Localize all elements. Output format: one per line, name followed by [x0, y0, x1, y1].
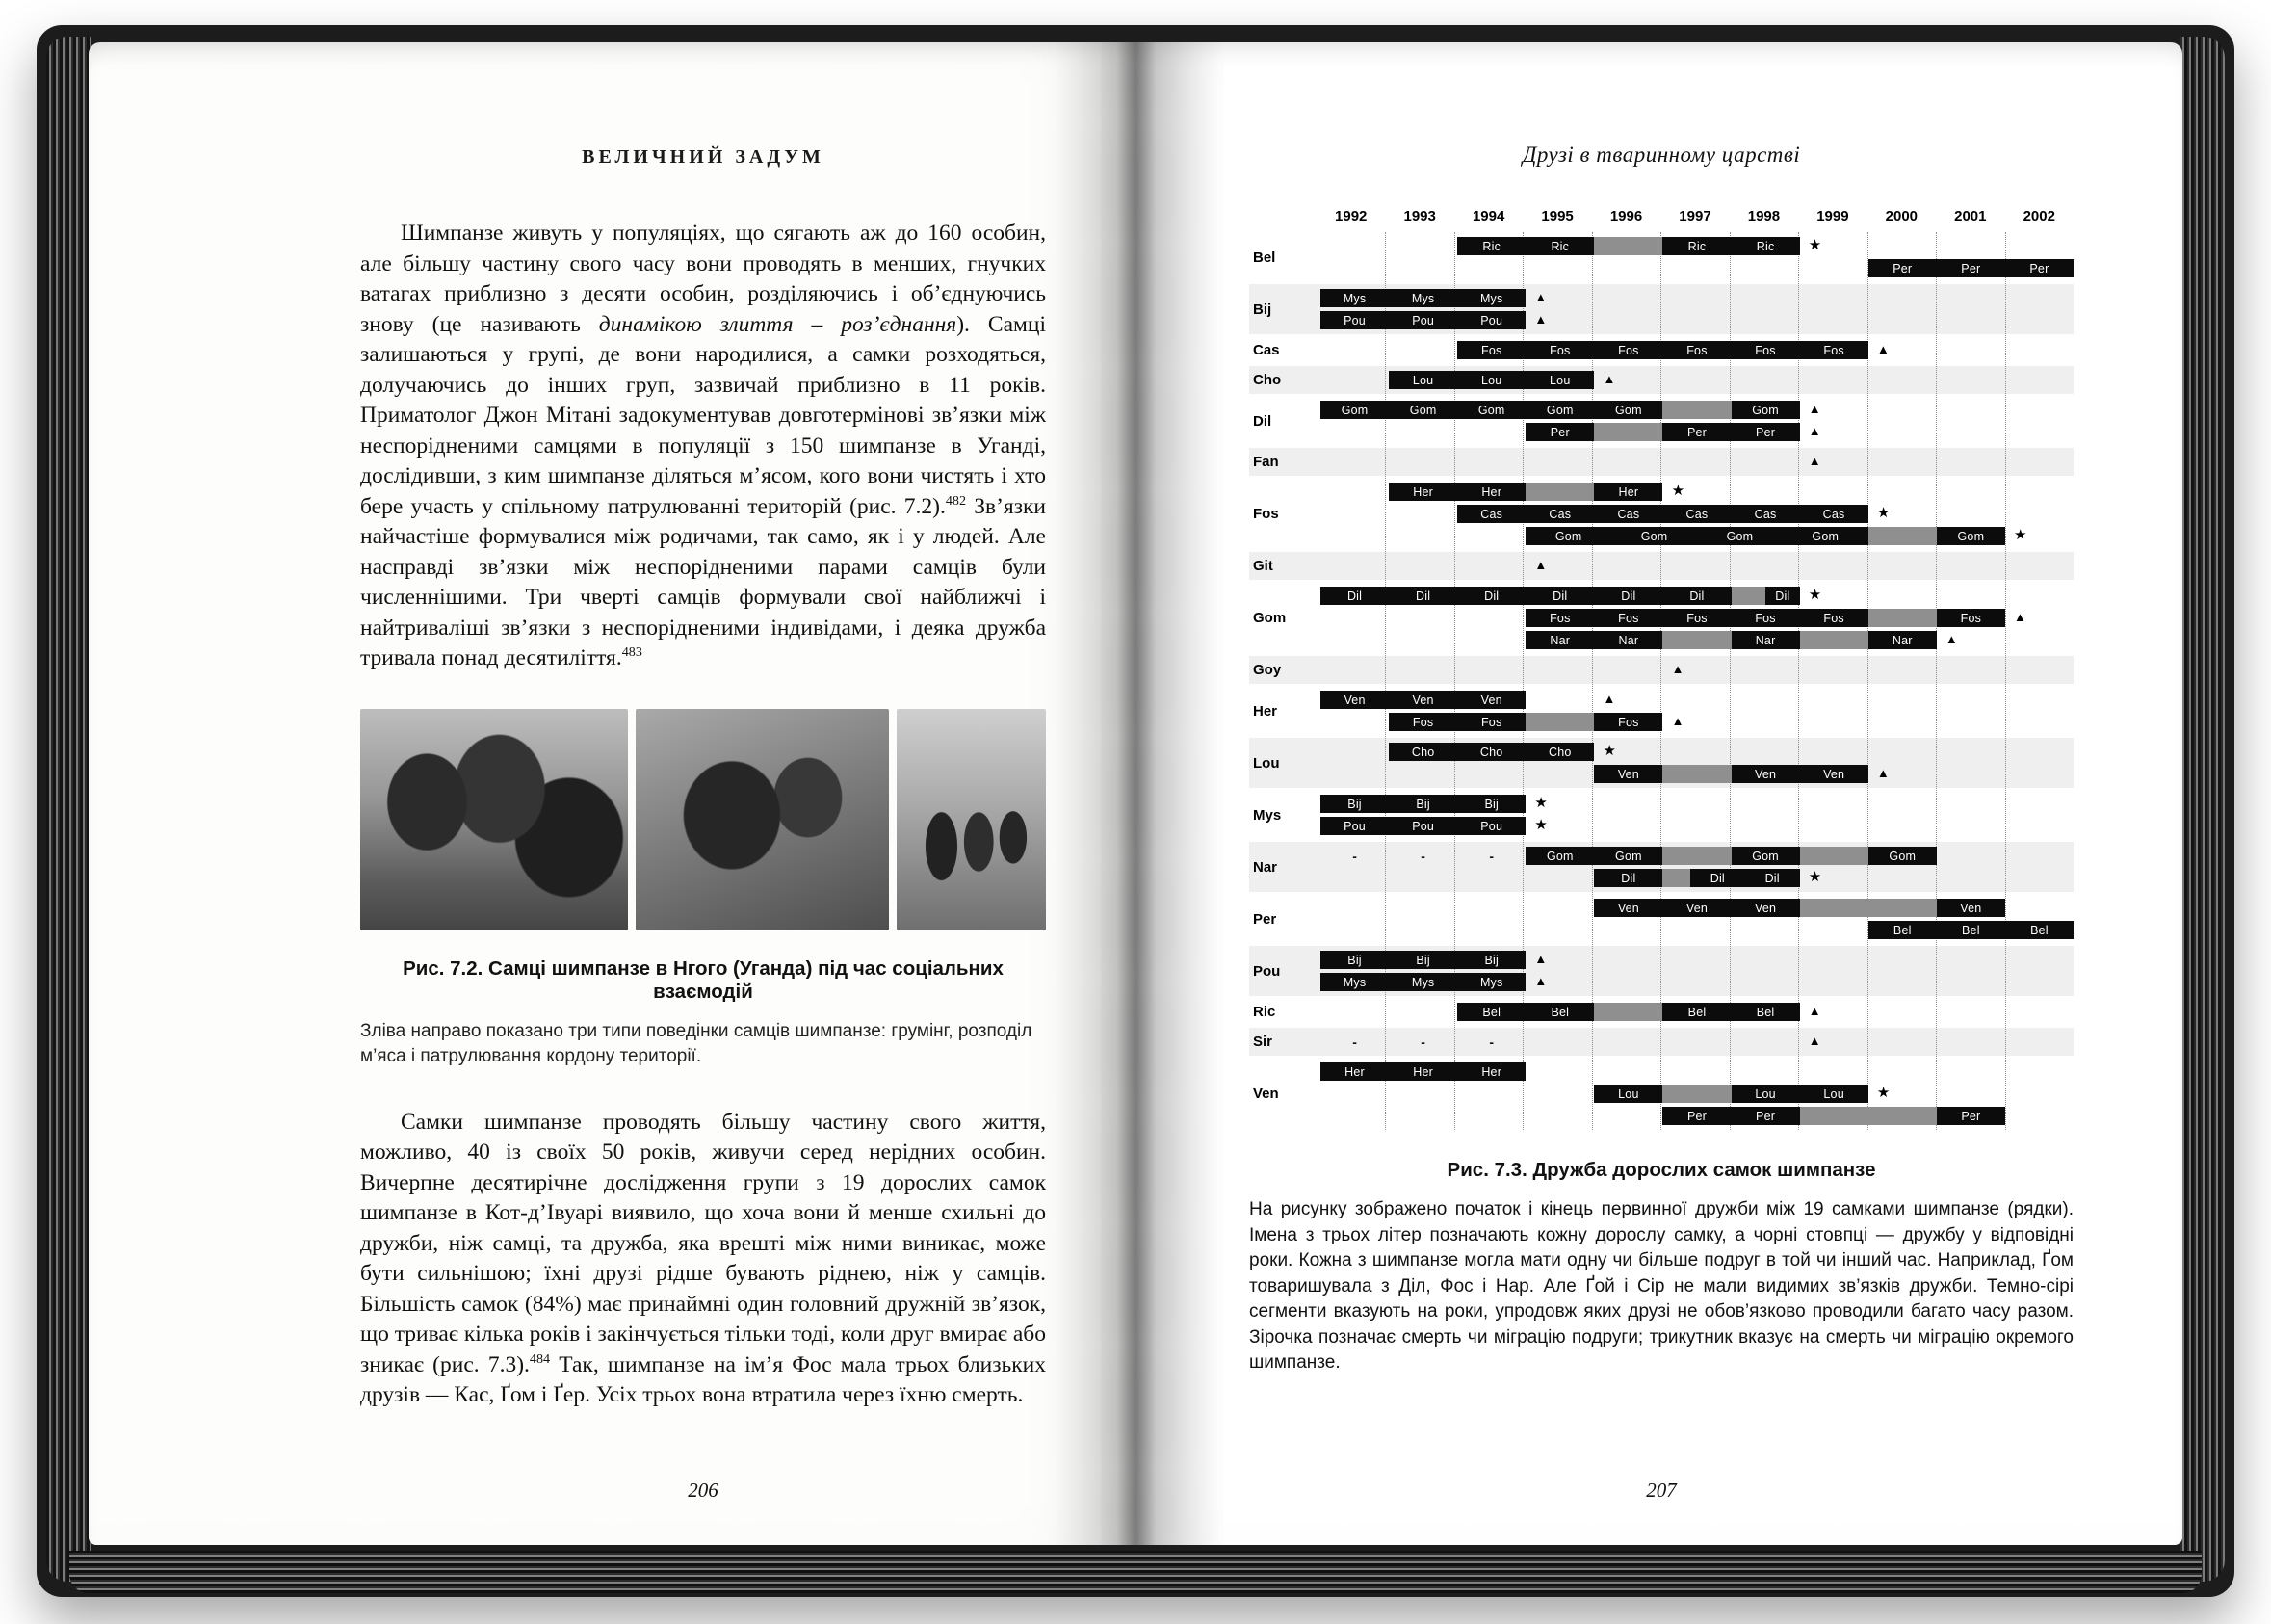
row-label: Per [1253, 910, 1277, 928]
year-label: 1998 [1747, 208, 1781, 224]
row-lines [1320, 339, 2074, 361]
chart-row-dil [1249, 396, 2074, 446]
row-lines [1320, 659, 2074, 681]
friendship-bar: Her Her Her [1320, 1062, 1526, 1081]
row-lines [1320, 585, 2074, 651]
loose-friendship-segment [1868, 609, 1937, 627]
friendship-line [1320, 339, 2074, 361]
friendship-line [1320, 867, 2074, 889]
death-marker-triangle: ▲ [1671, 714, 1684, 728]
chart-row-lou [1249, 738, 2074, 788]
year-label: 1999 [1816, 208, 1849, 224]
row-label: Lou [1253, 754, 1280, 772]
loose-friendship-segment [1732, 587, 1766, 605]
chart-row-git [1249, 552, 2074, 580]
friendship-bar: Ven Ven [1732, 765, 1868, 783]
friendship-bar: Bel Bel [1457, 1003, 1594, 1021]
chart-row-ven [1249, 1058, 2074, 1130]
row-lines [1320, 1001, 2074, 1023]
chart-row-ric [1249, 998, 2074, 1026]
friendship-line [1320, 971, 2074, 993]
death-marker-star: ★ [1808, 587, 1822, 603]
chart-row-gom [1249, 582, 2074, 654]
row-label: Nar [1253, 858, 1278, 876]
friendship-bar: Fos [1937, 609, 2005, 627]
loose-friendship-segment [1800, 631, 1868, 649]
friendship-bar: Dil [1594, 869, 1662, 887]
row-label: Pou [1253, 962, 1281, 980]
row-label: Her [1253, 702, 1278, 720]
death-marker-star: ★ [1534, 817, 1548, 833]
chart-body [1249, 232, 2074, 1130]
friendship-line [1320, 1083, 2074, 1105]
row-lines [1320, 793, 2074, 837]
friendship-line [1320, 793, 2074, 815]
friendship-bar: Fos [1594, 713, 1662, 731]
friendship-line [1320, 741, 2074, 763]
friendship-bar: Gom Gom Gom Gom Gom [1320, 401, 1662, 419]
page-stack-left [46, 37, 91, 1582]
friendship-line [1320, 503, 2074, 525]
year-label: 2001 [1954, 208, 1987, 224]
death-marker-triangle: ▲ [1808, 1034, 1821, 1048]
chart-row-fos [1249, 478, 2074, 550]
friendship-line [1320, 287, 2074, 309]
friendship-bar: Gom [1937, 527, 2005, 545]
chart-row-bij [1249, 284, 2074, 334]
row-label: Cas [1253, 342, 1280, 358]
friendship-line [1320, 585, 2074, 607]
friendship-bar: Per [1937, 1107, 2005, 1125]
figure-photos [360, 709, 1046, 930]
friendship-line [1320, 399, 2074, 421]
chart-row-sir [1249, 1028, 2074, 1056]
friendship-bar: Ven [1594, 765, 1662, 783]
loose-friendship-segment [1662, 631, 1731, 649]
row-label: Git [1253, 558, 1273, 574]
death-marker-triangle: ▲ [1876, 342, 1890, 356]
friendship-bar: Fos Fos Fos Fos Fos [1526, 609, 1867, 627]
row-lines [1320, 481, 2074, 547]
friendship-line [1320, 607, 2074, 629]
loose-friendship-segment [1526, 483, 1594, 501]
death-marker-triangle: ▲ [1534, 974, 1548, 988]
loose-friendship-segment [1662, 401, 1731, 419]
friendship-line [1320, 815, 2074, 837]
figure-7-2 [360, 709, 1046, 1069]
chart-row-mys [1249, 790, 2074, 840]
death-marker-triangle: ▲ [1603, 692, 1616, 706]
loose-friendship-segment [1662, 1085, 1731, 1103]
chart-row-fan [1249, 448, 2074, 476]
year-label: 1997 [1679, 208, 1711, 224]
death-marker-triangle: ▲ [1603, 372, 1616, 386]
friendship-bar: Bel Bel Bel [1868, 921, 2074, 939]
row-label: Fan [1253, 454, 1279, 470]
friendship-line [1320, 949, 2074, 971]
right-page-content [1249, 123, 2074, 1376]
death-marker-triangle: ▲ [1808, 424, 1821, 438]
row-label: Bij [1253, 301, 1272, 318]
year-label: 1995 [1541, 208, 1574, 224]
friendship-line [1320, 525, 2074, 547]
chart-row-her [1249, 686, 2074, 736]
friendship-bar: Lou Lou [1732, 1085, 1868, 1103]
page-right [1136, 42, 2182, 1545]
friendship-line [1320, 257, 2074, 279]
row-lines [1320, 741, 2074, 785]
death-marker-star: ★ [1876, 1085, 1891, 1101]
paragraph-chimp-males: Шимпанзе живуть у популяціях, що сягають аж до 160 особин, але більшу частину свого часу вони проводять в менших, гнучких ватагах приблизно з десяти особин, розділяючись і об’єднуючись знову (це називають динамікою злиття – роз’єднання). Самці залишаються у групі, де вони народилися, а самки розходяться, долучаючись до інших груп, зазвичай приблизно в 11 років. Приматолог Джон Мітані задокументував довготермінові зв’язки між неспорідненими самцями в популяції з 150 шимпанзе в Уганді, дослідивши, з ким шимпанзе діляться м’ясом, кого вони чистять і хто бере участь у спільному патрулюванні територій (рис. 7.2).$^{482}$ Зв’язки найчастіше формувалися між родичами, так само, як і у людей. Але насправді зв’язки між неспорідненими парами самців були численнішими. Три чверті самців формували свої найближчі і найтриваліші зв’язки з неспорідненими індивідами, і деяка дружба тривала понад десятиліття.$^{483}$ [360, 221, 1046, 670]
friendship-line [1320, 369, 2074, 391]
friendship-line [1320, 1061, 2074, 1083]
chart-row-bel [1249, 232, 2074, 282]
death-marker-triangle: ▲ [1534, 312, 1548, 327]
page-number-left: 206 [688, 1479, 718, 1502]
no-data-dashes: - - - [1352, 1034, 1495, 1050]
friendship-bar: Nar [1868, 631, 1937, 649]
friendship-bar: Gom Gom Gom Gom [1526, 527, 1867, 545]
friendship-bar: Nar Nar [1526, 631, 1662, 649]
death-marker-triangle: ▲ [1945, 632, 1958, 646]
row-label: Fos [1253, 506, 1279, 522]
friendship-bar: Gom Gom [1526, 847, 1662, 865]
row-lines [1320, 897, 2074, 941]
row-label: Goy [1253, 662, 1282, 678]
friendship-bar: Dil [1765, 587, 1800, 605]
figure-7-2-subcaption: Зліва направо показано три типи поведінки самців шимпанзе: грумінг, розподіл м’яса і патрулювання кордону території. [360, 1020, 1032, 1066]
friendship-bar: Dil Dil Dil Dil Dil Dil [1320, 587, 1732, 605]
loose-friendship-segment [1594, 1003, 1662, 1021]
year-label: 1992 [1335, 208, 1368, 224]
friendship-bar: Bij Bij Bij [1320, 951, 1526, 969]
friendship-line [1320, 309, 2074, 331]
friendship-bar: Ven Ven Ven [1320, 691, 1526, 709]
photo-chimps-border-patrol [897, 709, 1046, 930]
photo-chimps-meat-sharing [636, 709, 889, 930]
loose-friendship-segment [1662, 765, 1731, 783]
row-label: Ric [1253, 1004, 1276, 1020]
year-label: 2000 [1885, 208, 1919, 224]
paragraph-chimp-females: Самки шимпанзе проводять більшу частину свого життя, можливо, 40 із своїх 50 років, живучи серед нерідних особин. Вичерпне десятирічне дослідження групи з 19 дорослих самок шимпанзе в Кот-д’Івуарі виявило, що хоча вони й менше схильні до дружби, ніж самці, та дружба, яка врешті між ними виникає, може бути сильнішою; їхні друзі рідше бувають ріднею, ніж у самців. Більшість самок (84%) має принаймні один головний дружній зв’язок, що триває кілька років і закінчується тільки тоді, коли друг вмирає або зникає (рис. 7.3).$^{484}$ Так, шимпанзе на ім’я Фос мала трьох близьких друзів — Кас, Ґом і Ґер. Усіх трьох вона втратила через їхню смерть. [360, 1109, 1047, 1407]
chart-row-cas [1249, 336, 2074, 364]
friendship-bar: Per Per [1662, 1107, 1799, 1125]
friendship-line [1320, 689, 2074, 711]
friendship-line [1320, 1105, 2074, 1127]
figure-7-3-caption: Рис. 7.3. Дружба дорослих самок шимпанзе [1447, 1159, 1876, 1181]
friendship-bar: Lou Lou Lou [1389, 371, 1594, 389]
friendship-line [1320, 763, 2074, 785]
death-marker-star: ★ [2014, 527, 2027, 543]
loose-friendship-segment [1594, 237, 1662, 255]
row-lines [1320, 287, 2074, 331]
friendship-line [1320, 451, 2074, 473]
year-label: 2002 [2023, 208, 2055, 224]
friendship-bar: Mys Mys Mys [1320, 973, 1526, 991]
no-data-dashes: - - - [1352, 848, 1495, 864]
death-marker-triangle: ▲ [1534, 290, 1548, 304]
row-label: Ven [1253, 1086, 1279, 1102]
friendship-bar: Gom [1732, 847, 1800, 865]
friendship-chart [1249, 208, 2074, 1130]
friendship-bar: Nar [1732, 631, 1800, 649]
year-label: 1996 [1609, 208, 1643, 224]
row-lines [1320, 1061, 2074, 1127]
friendship-bar: Gom [1868, 847, 1937, 865]
figure-7-2-caption: Рис. 7.2. Самці шимпанзе в Нгого (Уганда) під час соціальних взаємодій [403, 956, 1004, 1003]
friendship-line [1320, 555, 2074, 577]
page-stack-right [2180, 37, 2225, 1582]
friendship-bar: Pou Pou Pou [1320, 311, 1526, 329]
row-lines [1320, 369, 2074, 391]
friendship-line [1320, 919, 2074, 941]
death-marker-triangle: ▲ [1876, 766, 1890, 780]
friendship-bar: Mys Mys Mys [1320, 289, 1526, 307]
death-marker-star: ★ [1603, 743, 1616, 759]
death-marker-star: ★ [1808, 237, 1822, 253]
friendship-line [1320, 845, 2074, 867]
loose-friendship-segment [1800, 1107, 1937, 1125]
row-lines [1320, 235, 2074, 279]
row-label: Cho [1253, 372, 1282, 388]
row-lines [1320, 949, 2074, 993]
left-page-content [360, 123, 1046, 1411]
loose-friendship-segment [1800, 899, 1937, 917]
death-marker-triangle: ▲ [1671, 662, 1684, 676]
row-lines [1320, 555, 2074, 577]
loose-friendship-segment [1526, 713, 1594, 731]
death-marker-star: ★ [1534, 795, 1548, 811]
friendship-bar: Per Per Per [1868, 259, 2074, 277]
death-marker-triangle: ▲ [1534, 558, 1548, 572]
photo-chimps-grooming [360, 709, 628, 930]
friendship-bar: Fos Fos [1389, 713, 1526, 731]
chart-row-cho [1249, 366, 2074, 394]
running-head-right: Друзі в тваринному царстві [1522, 143, 1801, 167]
friendship-bar: Her [1594, 483, 1662, 501]
friendship-line [1320, 629, 2074, 651]
death-marker-star: ★ [1876, 505, 1891, 521]
year-label: 1994 [1472, 208, 1505, 224]
row-label: Bel [1253, 249, 1276, 266]
friendship-bar: Pou Pou Pou [1320, 817, 1526, 835]
death-marker-triangle: ▲ [1808, 402, 1821, 416]
row-lines [1320, 451, 2074, 473]
friendship-bar: Bij Bij Bij [1320, 795, 1526, 813]
friendship-bar: Lou [1594, 1085, 1662, 1103]
death-marker-star: ★ [1671, 483, 1685, 499]
friendship-line [1320, 481, 2074, 503]
page-number-right: 207 [1646, 1479, 1677, 1502]
row-lines [1320, 399, 2074, 443]
row-label: Gom [1253, 610, 1287, 626]
friendship-bar: Gom [1732, 401, 1800, 419]
year-label: 1993 [1403, 208, 1436, 224]
loose-friendship-segment [1662, 869, 1689, 887]
friendship-bar: Dil Dil [1690, 869, 1800, 887]
friendship-line [1320, 421, 2074, 443]
friendship-bar: Per [1526, 423, 1594, 441]
friendship-line [1320, 1001, 2074, 1023]
chart-row-pou [1249, 946, 2074, 996]
loose-friendship-segment [1662, 847, 1731, 865]
figure-7-3-note: На рисунку зображено початок і кінець первинної дружби між 19 самками шимпанзе (рядки). Імена з трьох літер позначають кожну дорослу самку, а чорні стовпці — дружбу у відповідні роки. Кожна з шимпанзе могла мати одну чи більше подруг в той чи інший час. Наприклад, Ґом товаришувала з Діл, Фос і Нар. Але Ґой і Сір не мали видимих зв’язків дружби. Темно-сірі сегменти вказують на роки, упродовж яких друзі не обов’язково проводили багато часу разом. Зірочка позначає смерть чи міграцію подруги; трикутник вказує на смерть чи міграцію окремого шимпанзе. [1249, 1199, 2074, 1373]
page-stack-bottom [69, 1551, 2202, 1593]
row-lines [1320, 689, 2074, 733]
friendship-bar: Ric Ric [1662, 237, 1799, 255]
loose-friendship-segment [1800, 847, 1868, 865]
chart-row-per [1249, 894, 2074, 944]
death-marker-triangle: ▲ [2014, 610, 2026, 624]
friendship-bar: Ven Ven Ven [1594, 899, 1799, 917]
death-marker-triangle: ▲ [1534, 952, 1548, 966]
friendship-line [1320, 235, 2074, 257]
chart-year-axis [1317, 208, 2074, 232]
friendship-bar: Cas Cas Cas Cas Cas Cas [1457, 505, 1868, 523]
page-left [89, 42, 1136, 1545]
loose-friendship-segment [1868, 527, 1937, 545]
friendship-bar: Ven [1937, 899, 2005, 917]
death-marker-triangle: ▲ [1808, 1004, 1821, 1018]
row-label: Sir [1253, 1034, 1273, 1050]
friendship-bar: Per Per [1662, 423, 1799, 441]
friendship-line [1320, 897, 2074, 919]
loose-friendship-segment [1594, 423, 1662, 441]
friendship-bar: Bel Bel [1662, 1003, 1799, 1021]
chart-row-nar [1249, 842, 2074, 892]
friendship-bar: Her Her [1389, 483, 1526, 501]
friendship-line [1320, 1031, 2074, 1053]
friendship-bar: Cho Cho Cho [1389, 743, 1594, 761]
friendship-bar: Fos Fos Fos Fos Fos Fos [1457, 341, 1868, 359]
row-label: Mys [1253, 806, 1282, 824]
friendship-line [1320, 711, 2074, 733]
chart-row-goy [1249, 656, 2074, 684]
row-lines [1320, 845, 2074, 889]
friendship-line [1320, 659, 2074, 681]
row-label: Dil [1253, 412, 1272, 430]
running-head-left: ВЕЛИЧНИЙ ЗАДУМ [582, 146, 824, 168]
row-lines [1320, 1031, 2074, 1053]
friendship-bar: Ric Ric [1457, 237, 1594, 255]
death-marker-star: ★ [1808, 869, 1822, 885]
death-marker-triangle: ▲ [1808, 454, 1821, 468]
